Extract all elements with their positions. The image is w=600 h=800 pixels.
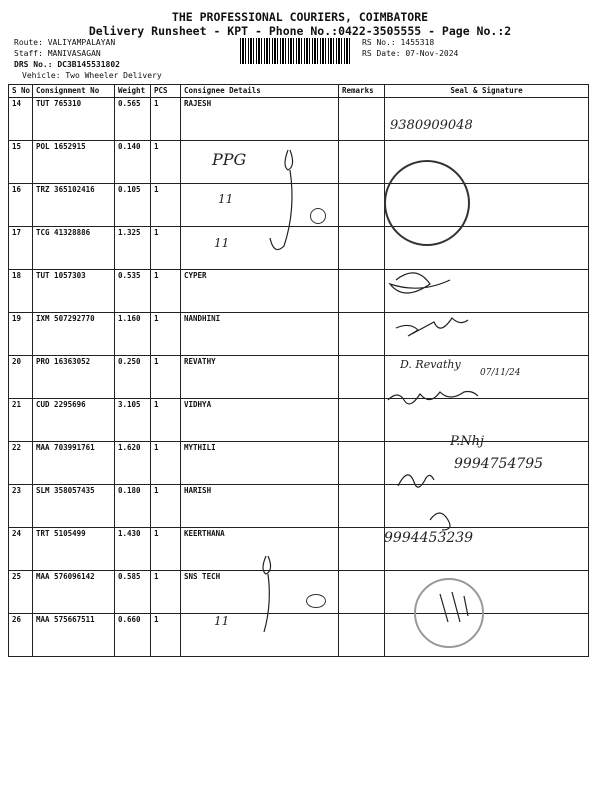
cell-cons: TUT 1057303	[33, 270, 115, 313]
cell-pcs: 1	[151, 98, 181, 141]
cell-sno: 15	[9, 141, 33, 184]
cell-pcs: 1	[151, 571, 181, 614]
runsheet-subtitle: Delivery Runsheet - KPT - Phone No.:0422-3505555 - Page No.:2	[88, 24, 512, 38]
cell-sno: 23	[9, 485, 33, 528]
rs-date: RS Date: 07-Nov-2024	[362, 49, 459, 58]
cell-weight: 0.180	[115, 485, 151, 528]
cell-pcs: 1	[151, 485, 181, 528]
cell-consignee: MYTHILI	[181, 442, 339, 485]
cell-cons: CUD 2295696	[33, 399, 115, 442]
drs-label: DRS No.: DC3B145531802	[14, 60, 120, 69]
cell-consignee: CYPER	[181, 270, 339, 313]
handwritten-pnhj: P.Nhj	[450, 434, 485, 449]
handwritten-ditto-3: 11	[214, 614, 230, 628]
col-signature: Seal & Signature	[385, 85, 589, 98]
cell-cons: PRO 16363052	[33, 356, 115, 399]
cell-weight: 0.250	[115, 356, 151, 399]
cell-consignee: NANDHINI	[181, 313, 339, 356]
cell-pcs: 1	[151, 614, 181, 657]
handwritten-phone-3: 9994453239	[384, 530, 474, 546]
cell-sno: 16	[9, 184, 33, 227]
route-label: Route: VALIYAMPALAYAN	[14, 38, 116, 47]
cell-weight: 0.535	[115, 270, 151, 313]
cell-consignee: VIDHYA	[181, 399, 339, 442]
cell-sno: 25	[9, 571, 33, 614]
handwritten-ditto-2: 11	[214, 236, 230, 250]
cell-weight: 1.620	[115, 442, 151, 485]
cell-pcs: 1	[151, 141, 181, 184]
cell-sno: 19	[9, 313, 33, 356]
cell-cons: TRZ 365102416	[33, 184, 115, 227]
cell-pcs: 1	[151, 399, 181, 442]
cell-sno: 26	[9, 614, 33, 657]
cell-weight: 1.430	[115, 528, 151, 571]
cell-pcs: 1	[151, 227, 181, 270]
cell-cons: TCG 41328886	[33, 227, 115, 270]
cell-consignee: HARISH	[181, 485, 339, 528]
col-pcs: PCS	[151, 85, 181, 98]
cell-pcs: 1	[151, 356, 181, 399]
cell-sno: 17	[9, 227, 33, 270]
cell-cons: TUT 765310	[33, 98, 115, 141]
cell-pcs: 1	[151, 270, 181, 313]
company-title: THE PROFESSIONAL COURIERS, COIMBATORE	[171, 10, 429, 24]
cell-cons: MAA 575667511	[33, 614, 115, 657]
handwritten-date: 07/11/24	[480, 368, 521, 378]
col-weight: Weight	[115, 85, 151, 98]
cell-pcs: 1	[151, 442, 181, 485]
cell-weight: 0.140	[115, 141, 151, 184]
handwritten-phone-2: 9994754795	[454, 456, 544, 472]
cell-weight: 3.105	[115, 399, 151, 442]
cell-cons: IXM 507292770	[33, 313, 115, 356]
col-consignment: Consignment No	[33, 85, 115, 98]
cell-weight: 1.160	[115, 313, 151, 356]
cell-cons: POL 1652915	[33, 141, 115, 184]
handwritten-ppg: PPG	[212, 150, 247, 169]
cell-sno: 14	[9, 98, 33, 141]
cell-cons: MAA 576096142	[33, 571, 115, 614]
col-sno: S No	[9, 85, 33, 98]
handwritten-phone-1: 9380909048	[390, 118, 473, 133]
cell-cons: SLM 358057435	[33, 485, 115, 528]
handwritten-ditto-1: 11	[218, 192, 234, 206]
cell-sno: 18	[9, 270, 33, 313]
cell-cons: MAA 703991761	[33, 442, 115, 485]
cell-consignee: KEERTHANA	[181, 528, 339, 571]
staff-label: Staff: MANIVASAGAN	[14, 49, 101, 58]
cell-sno: 22	[9, 442, 33, 485]
cell-sno: 21	[9, 399, 33, 442]
cell-weight: 1.325	[115, 227, 151, 270]
cell-cons: TRT 5105499	[33, 528, 115, 571]
cell-weight: 0.585	[115, 571, 151, 614]
cell-consignee: SNS TECH	[181, 571, 339, 614]
cell-pcs: 1	[151, 184, 181, 227]
cell-weight: 0.105	[115, 184, 151, 227]
cell-consignee: RAJESH	[181, 98, 339, 141]
col-remarks: Remarks	[339, 85, 385, 98]
cell-pcs: 1	[151, 313, 181, 356]
cell-consignee: REVATHY	[181, 356, 339, 399]
cell-pcs: 1	[151, 528, 181, 571]
cell-weight: 0.565	[115, 98, 151, 141]
rs-number: RS No.: 1455318	[362, 38, 435, 47]
cell-weight: 0.660	[115, 614, 151, 657]
cell-sno: 20	[9, 356, 33, 399]
cell-sno: 24	[9, 528, 33, 571]
col-consignee: Consignee Details	[181, 85, 339, 98]
vehicle-label: Vehicle: Two Wheeler Delivery	[22, 71, 162, 80]
handwritten-revathy: D. Revathy	[400, 358, 461, 371]
